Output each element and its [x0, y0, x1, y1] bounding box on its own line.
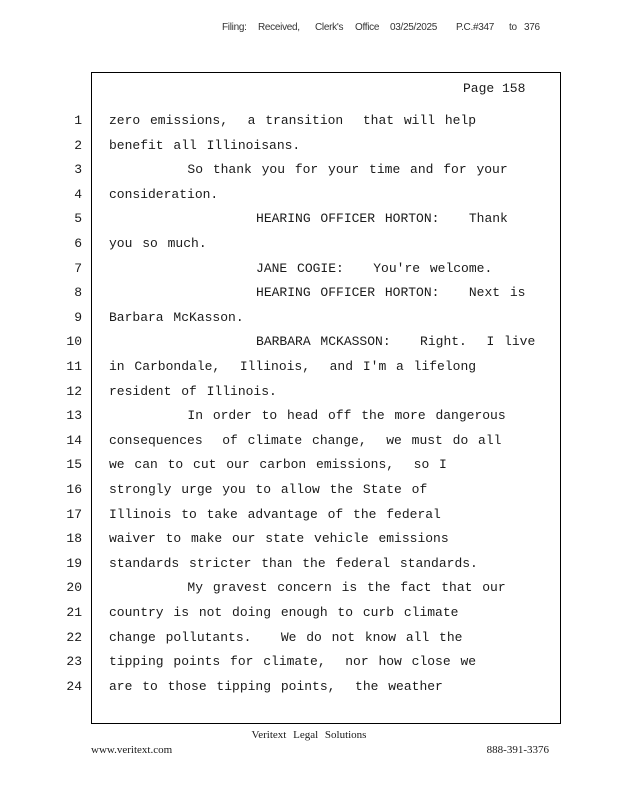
line-text: Illinois to take advantage of the federal	[109, 506, 441, 522]
line-number: 18	[66, 531, 82, 547]
line-text: HEARING OFFICER HORTON: Thank	[109, 211, 508, 227]
transcript-line	[0, 257, 618, 281]
line-number: 23	[66, 654, 82, 670]
to-label: to	[509, 22, 517, 33]
transcript-line	[0, 429, 618, 453]
line-number: 21	[66, 605, 82, 620]
line-text: BARBARA MCKASSON: Right. I live	[109, 334, 536, 350]
page-number: Page 158	[463, 81, 526, 96]
line-text: resident of Illinois.	[109, 383, 277, 399]
transcript-line	[0, 503, 618, 527]
line-number: 2	[74, 137, 82, 153]
transcript-line	[0, 404, 618, 428]
office-label: Office	[355, 22, 380, 33]
line-text: HEARING OFFICER HORTON: Next is	[109, 285, 526, 301]
line-text: you so much.	[109, 236, 207, 251]
line-number: 17	[66, 506, 82, 522]
filing-date: 03/25/2025	[390, 22, 438, 33]
transcript-line	[0, 355, 618, 379]
line-text: we can to cut our carbon emissions, so I	[109, 457, 447, 473]
footer-company: Veritext Legal Solutions	[251, 729, 367, 741]
footer-website: www.veritext.com	[91, 744, 173, 756]
transcript-line	[0, 527, 618, 551]
line-number: 3	[74, 162, 82, 178]
line-number: 11	[66, 359, 82, 374]
line-text: change pollutants. We do not know all the	[109, 629, 463, 645]
line-text: Barbara McKasson.	[109, 309, 244, 325]
transcript-line	[0, 207, 618, 231]
line-number: 1	[74, 113, 82, 128]
filing-label: Filing:	[222, 22, 247, 33]
transcript-line	[0, 675, 618, 699]
received-label: Received,	[258, 22, 300, 33]
line-number: 12	[66, 383, 82, 399]
transcript-line	[0, 134, 618, 158]
line-number: 14	[66, 432, 82, 448]
transcript-line	[0, 650, 618, 674]
public-comment-number: P.C.#347	[456, 22, 495, 33]
total-pages: 376	[524, 22, 540, 33]
line-number: 20	[66, 580, 82, 596]
line-text: JANE COGIE: You're welcome.	[109, 260, 493, 276]
line-number: 7	[74, 260, 82, 276]
line-text: In order to head off the more dangerous	[109, 408, 506, 424]
line-number: 4	[74, 186, 82, 202]
transcript-line	[0, 158, 618, 182]
transcript-line	[0, 306, 618, 330]
transcript-line	[0, 330, 618, 354]
line-text: waiver to make our state vehicle emissions	[109, 531, 449, 547]
line-number: 15	[66, 457, 82, 473]
transcript-line	[0, 232, 618, 256]
line-text: My gravest concern is the fact that our	[109, 580, 506, 596]
transcript-line	[0, 380, 618, 404]
line-number: 16	[66, 482, 82, 497]
line-number: 13	[66, 408, 82, 424]
transcript-line	[0, 626, 618, 650]
line-number: 24	[66, 678, 82, 694]
line-text: standards stricter than the federal standards.	[109, 555, 478, 571]
line-text: consideration.	[109, 186, 219, 202]
transcript-line	[0, 601, 618, 625]
line-number: 10	[66, 334, 82, 350]
line-text: zero emissions, a transition that will help	[109, 113, 477, 128]
line-text: tipping points for climate, nor how close we	[109, 654, 477, 670]
line-text: benefit all Illinoisans.	[109, 137, 301, 153]
line-text: So thank you for your time and for your	[109, 162, 508, 178]
transcript-line	[0, 576, 618, 600]
transcript-line	[0, 478, 618, 502]
footer-phone: 888-391-3376	[486, 744, 549, 756]
line-number: 6	[74, 236, 82, 251]
line-text: consequences of climate change, we must do all	[109, 432, 502, 448]
transcript-line	[0, 281, 618, 305]
transcript-line	[0, 453, 618, 477]
line-text: in Carbondale, Illinois, and I'm a lifelong	[109, 359, 477, 374]
line-number: 19	[66, 555, 82, 571]
transcript-line	[0, 183, 618, 207]
line-text: strongly urge you to allow the State of	[109, 482, 428, 497]
clerks-label: Clerk's	[315, 22, 344, 33]
line-text: are to those tipping points, the weather	[109, 678, 443, 694]
line-text: country is not doing enough to curb climate	[109, 605, 459, 620]
filing-stamp-header	[222, 22, 562, 38]
line-number: 8	[74, 285, 82, 301]
line-number: 5	[74, 211, 82, 227]
line-number: 9	[74, 309, 82, 325]
transcript-line	[0, 109, 618, 133]
line-number: 22	[66, 629, 82, 645]
transcript-line	[0, 552, 618, 576]
